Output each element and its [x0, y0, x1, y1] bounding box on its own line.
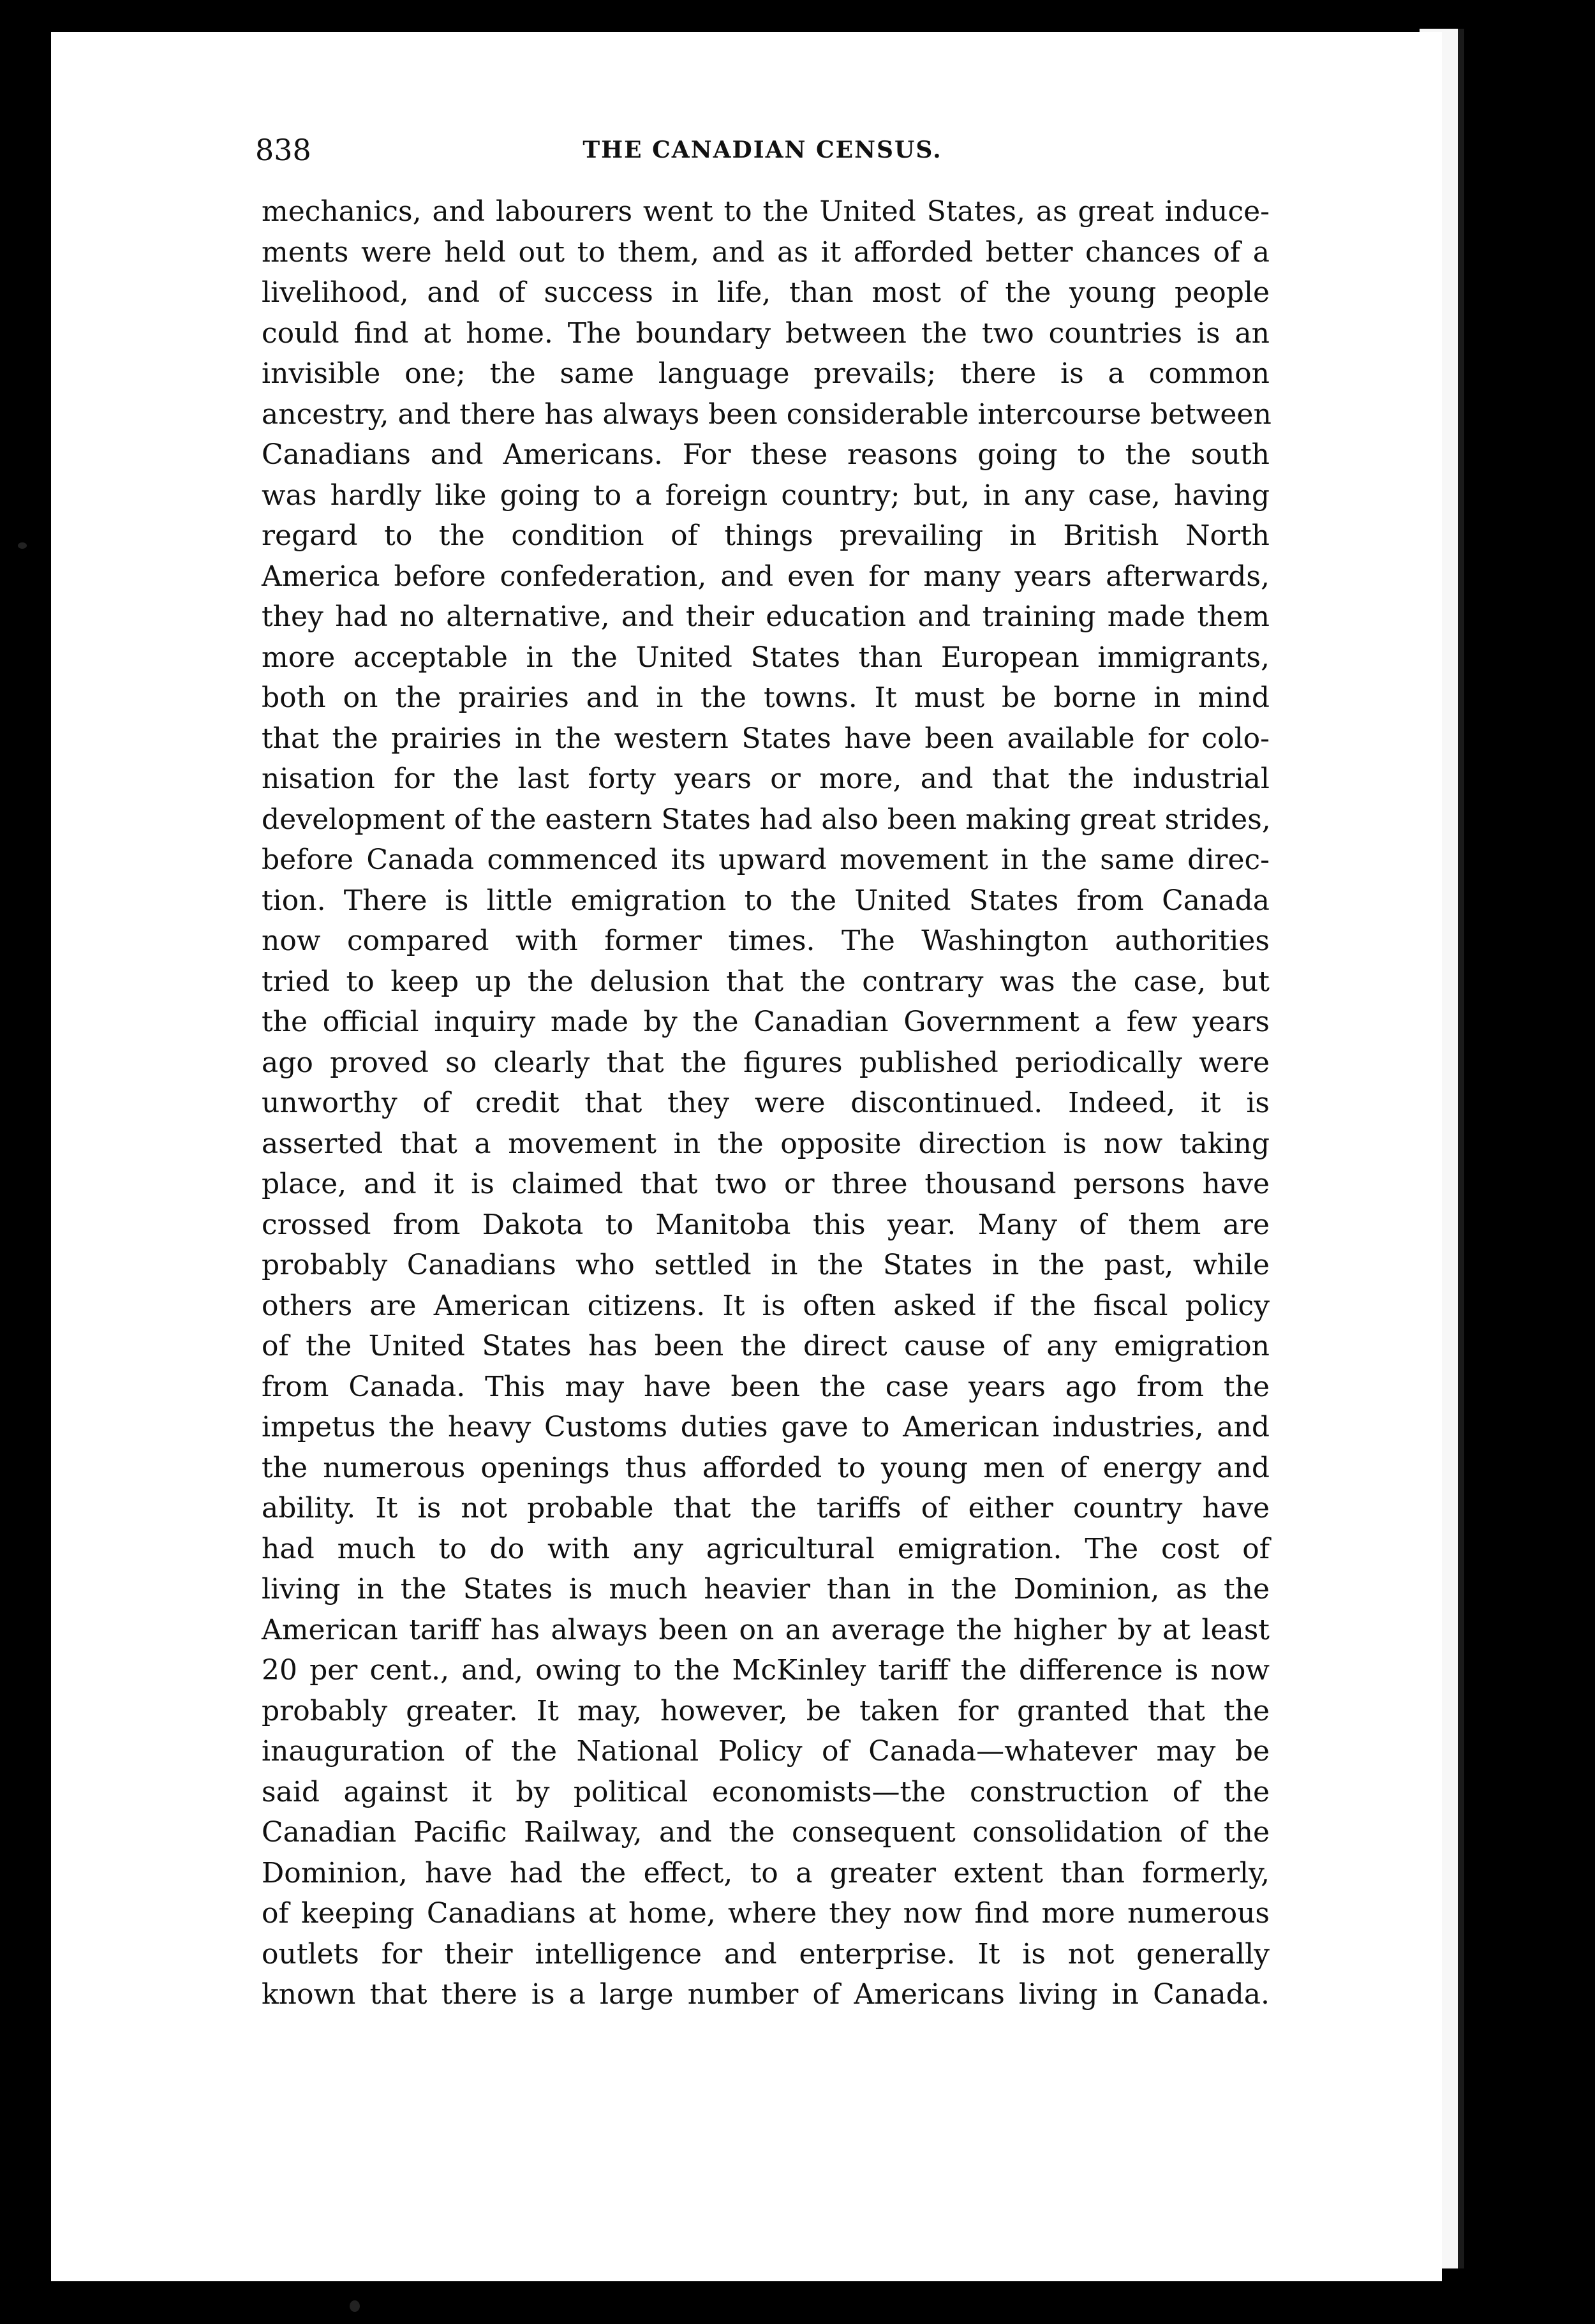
text-line: crossed from Dakota to Manitoba this year. Many of them are	[262, 1208, 1270, 1241]
scan-speck	[350, 2300, 360, 2312]
text-line: from Canada. This may have been the case years ago from the	[262, 1370, 1270, 1403]
text-line: place, and it is claimed that two or three thousand persons have	[262, 1168, 1270, 1200]
text-line: outlets for their intelligence and enterprise. It is not generally	[262, 1937, 1270, 1970]
text-line: ability. It is not probable that the tariffs of either country have	[262, 1492, 1270, 1524]
text-line: asserted that a movement in the opposite direction is now taking	[262, 1127, 1270, 1160]
text-line: mechanics, and labourers went to the United States, as great induce-	[262, 195, 1270, 228]
text-line: more acceptable in the United States than European immigrants,	[262, 641, 1270, 674]
text-line: American tariff has always been on an average the higher by at least	[262, 1613, 1270, 1646]
text-line: nisation for the last forty years or more, and that the industrial	[262, 763, 1270, 795]
text-line: regard to the condition of things prevailing in British North	[262, 519, 1270, 552]
text-line: others are American citizens. It is often asked if the fiscal policy	[262, 1289, 1270, 1322]
text-line: invisible one; the same language prevails; there is a common	[262, 357, 1270, 390]
text-line: tried to keep up the delusion that the contrary was the case, but	[262, 965, 1270, 998]
text-line: 20 per cent., and, owing to the McKinley tariff the difference is now	[262, 1654, 1270, 1687]
page-number: 838	[255, 133, 311, 167]
text-line: of the United States has been the direct cause of any emigration	[262, 1330, 1270, 1362]
text-line: both on the prairies and in the towns. It must be borne in mind	[262, 682, 1270, 714]
text-line: the official inquiry made by the Canadian Government a few years	[262, 1006, 1270, 1038]
text-line: ancestry, and there has always been considerable intercourse between	[262, 398, 1272, 431]
running-head: THE CANADIAN CENSUS.	[582, 137, 942, 163]
text-line: development of the eastern States had also been making great strides,	[262, 803, 1271, 836]
body-paragraph	[262, 191, 1270, 2015]
scanner-border	[1442, 0, 1595, 2324]
text-line: impetus the heavy Customs duties gave to American industries, and	[262, 1411, 1270, 1443]
text-line: Dominion, have had the effect, to a greater extent than formerly,	[262, 1856, 1270, 1889]
text-line: probably Canadians who settled in the States in the past, while	[262, 1249, 1270, 1281]
text-line: probably greater. It may, however, be taken for granted that the	[262, 1694, 1270, 1727]
text-line: could find at home. The boundary between the two countries is an	[262, 317, 1270, 350]
text-line: tion. There is little emigration to the United States from Canada	[262, 884, 1270, 917]
text-line: now compared with former times. The Washington authorities	[262, 925, 1270, 957]
text-line: that the prairies in the western States have been available for colo-	[262, 722, 1270, 755]
text-line: ago proved so clearly that the figures published periodically were	[262, 1046, 1270, 1079]
text-line: before Canada commenced its upward movement in the same direc-	[262, 844, 1270, 876]
text-line: they had no alternative, and their education and training made them	[262, 600, 1270, 633]
text-line: was hardly like going to a foreign country; but, in any case, having	[262, 479, 1270, 512]
page-header	[255, 131, 1270, 169]
text-line: known that there is a large number of Americans living in Canada.	[262, 1978, 1270, 2011]
text-line: America before confederation, and even for many years afterwards,	[262, 560, 1270, 593]
text-line: said against it by political economists—the construction of the	[262, 1775, 1270, 1808]
text-line: of keeping Canadians at home, where they now find more numerous	[262, 1897, 1270, 1930]
text-line: Canadians and Americans. For these reasons going to the south	[262, 438, 1270, 471]
text-line: unworthy of credit that they were discontinued. Indeed, it is	[262, 1087, 1270, 1119]
scan-speck	[18, 542, 27, 549]
text-line: had much to do with any agricultural emigration. The cost of	[262, 1532, 1270, 1565]
text-line: livelihood, and of success in life, than most of the young people	[262, 276, 1270, 309]
text-line: inauguration of the National Policy of Canada—whatever may be	[262, 1735, 1270, 1768]
text-line: the numerous openings thus afforded to young men of energy and	[262, 1451, 1270, 1484]
text-line: ments were held out to them, and as it afforded better chances of a	[262, 235, 1270, 269]
text-line: living in the States is much heavier than in the Dominion, as the	[262, 1573, 1270, 1605]
text-line: Canadian Pacific Railway, and the consequent consolidation of the	[262, 1816, 1270, 1849]
